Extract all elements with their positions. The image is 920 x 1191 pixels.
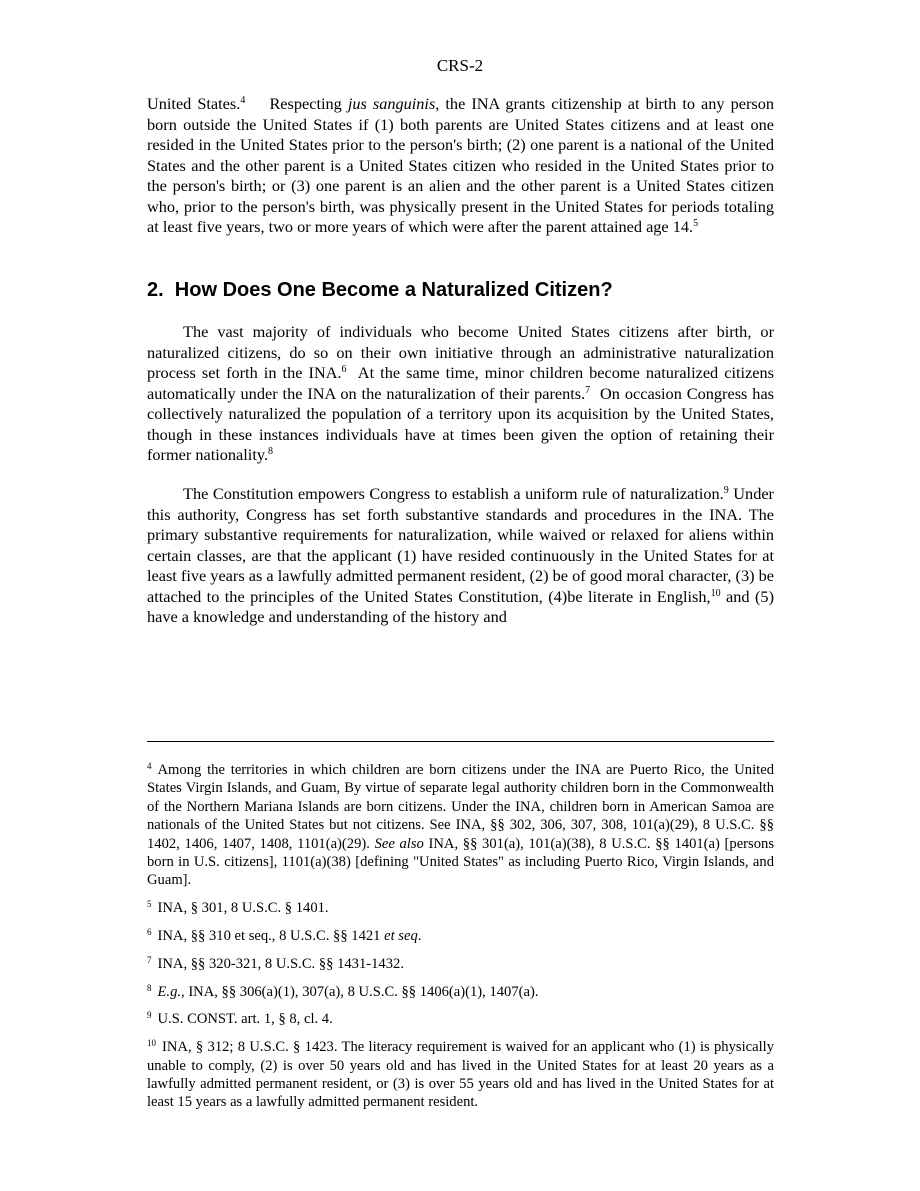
- footnote-10: [147, 1038, 774, 1112]
- paragraph-text: United States.: [147, 94, 241, 113]
- footnote-text: Among the territories in which children are born citizens under the INA are Puerto Rico, the United States Virgin Islands, and Guam, By virtue of separate legal authority children born in the Commonwealth of the Northern Mariana Islands are born citizens. Under the INA, children born in American Samoa are nationals of the United States but not citizens. See INA, §§ 302, 306, 307, 308, 101(a)(29), 8 U.S.C. §§ 1402, 1406, 1407, 1408, 1101(a)(29).: [147, 762, 774, 852]
- footnote-number: 10: [147, 1038, 156, 1049]
- footnote-ref-5[interactable]: 5: [693, 218, 699, 229]
- footnote-9: [147, 1010, 774, 1028]
- footnote-ref-8[interactable]: 8: [268, 446, 274, 457]
- footnote-4: [147, 761, 774, 890]
- section-heading: 2. How Does One Become a Naturalized Citizen?: [147, 279, 613, 301]
- footnote-8: [147, 983, 774, 1001]
- footnote-ref-10[interactable]: 10: [710, 587, 721, 599]
- footnote-text: , INA, §§ 306(a)(1), 307(a), 8 U.S.C. §§ 1406(a)(1), 1407(a).: [181, 983, 539, 1000]
- paragraph-text: The vast majority of individuals who become United States citizens after birth, or naturalized citizens, do so on their own initiative through an administrative naturalization process set forth in the INA.: [147, 322, 774, 382]
- paragraph-text: At the same time, minor children become naturalized citizens automatically under the INA on the naturalization of their parents.: [147, 363, 779, 403]
- footnote-text: INA, §§ 310 et seq., 8 U.S.C. §§ 1421: [157, 928, 385, 945]
- footnote-ref-6[interactable]: 6: [341, 364, 347, 375]
- footnote-7: [147, 955, 774, 973]
- footnote-ref-4[interactable]: 4: [240, 95, 246, 106]
- paragraph-naturalization-process: [147, 322, 779, 466]
- italic-term: See also: [374, 835, 424, 852]
- footnote-text: INA, § 312; 8 U.S.C. § 1423. The literacy requirement is waived for an applicant who (1) is physically unable to comply, (2) is over 50 years old and has lived in the United States for at least 20 years as a lawfully admitted permanent resident, or (3) is over 55 years old and has lived in the United States for at least 15 years as a lawfully admitted permanent resident.: [147, 1039, 774, 1111]
- paragraph-text: Respecting: [245, 94, 348, 113]
- paragraph-jus-sanguinis: [147, 94, 774, 238]
- footnote-6: [147, 927, 774, 945]
- footnote-5: [147, 899, 774, 917]
- footnote-text: INA, §§ 320-321, 8 U.S.C. §§ 1431-1432.: [157, 955, 404, 972]
- paragraph-text: The Constitution empowers Congress to establish a uniform rule of naturalization.: [183, 484, 724, 503]
- footnote-ref-7[interactable]: 7: [585, 384, 591, 396]
- footnote-number: 9: [147, 1010, 152, 1021]
- footnote-number: 4: [147, 761, 152, 771]
- footnote-number: 7: [147, 954, 152, 965]
- page-number-header: CRS-2: [436, 56, 484, 75]
- footnote-text: .: [417, 928, 422, 945]
- paragraph-text: On occasion Congress has collectively naturalized the population of a territory upon its acquisition by the United States, though in these instances individuals have at times been given the option of retaining their former nationality.: [147, 383, 779, 464]
- footnote-number: 6: [147, 927, 152, 938]
- footnote-divider: [147, 741, 774, 742]
- italic-term: E.g.: [157, 983, 182, 1000]
- paragraph-constitution: [147, 484, 774, 628]
- italic-term: et seq: [384, 928, 418, 945]
- paragraph-text: and (5) have a knowledge and understanding of the history and: [147, 586, 774, 626]
- footnote-text: U.S. CONST. art. 1, § 8, cl. 4.: [157, 1011, 333, 1028]
- footnote-ref-9[interactable]: 9: [723, 485, 729, 496]
- paragraph-text: , the INA grants citizenship at birth to any person born outside the United States if (1) both parents are United States citizens and at least one resided in the United States prior to the person's birth; (2) one parent is a national of the United States and the other parent is a United States citizen who resided in the United States prior to the person's birth; or (3) one parent is an alien and the other parent is a United States citizen who, prior to the person's birth, was physically present in the United States for periods totaling at least five years, two or more years of which were after the parent attained age 14.: [147, 94, 775, 236]
- footnote-text: INA, §§ 301(a), 101(a)(38), 8 U.S.C. §§ 1401(a) [persons born in U.S. citizens], 1101(a)(38) [defining "United States" as including Puerto Rico, Virgin Islands, and Guam].: [147, 835, 774, 889]
- footnote-number: 5: [147, 899, 152, 910]
- footnote-text: INA, § 301, 8 U.S.C. § 1401.: [157, 900, 329, 917]
- paragraph-text: Under this authority, Congress has set forth substantive standards and procedures in the INA. The primary substantive requirements for naturalization, while waived or relaxed for aliens within certain classes, are that the applicant (1) have resided continuously in the United States for at least five years as a lawfully admitted permanent resident, (2) be of good moral character, (3) be attached to the principles of the United States Constitution, (4)be literate in English,: [147, 484, 774, 606]
- footnote-number: 8: [147, 982, 152, 993]
- italic-term: jus sanguinis: [347, 94, 436, 113]
- footnotes-section: [147, 761, 774, 1121]
